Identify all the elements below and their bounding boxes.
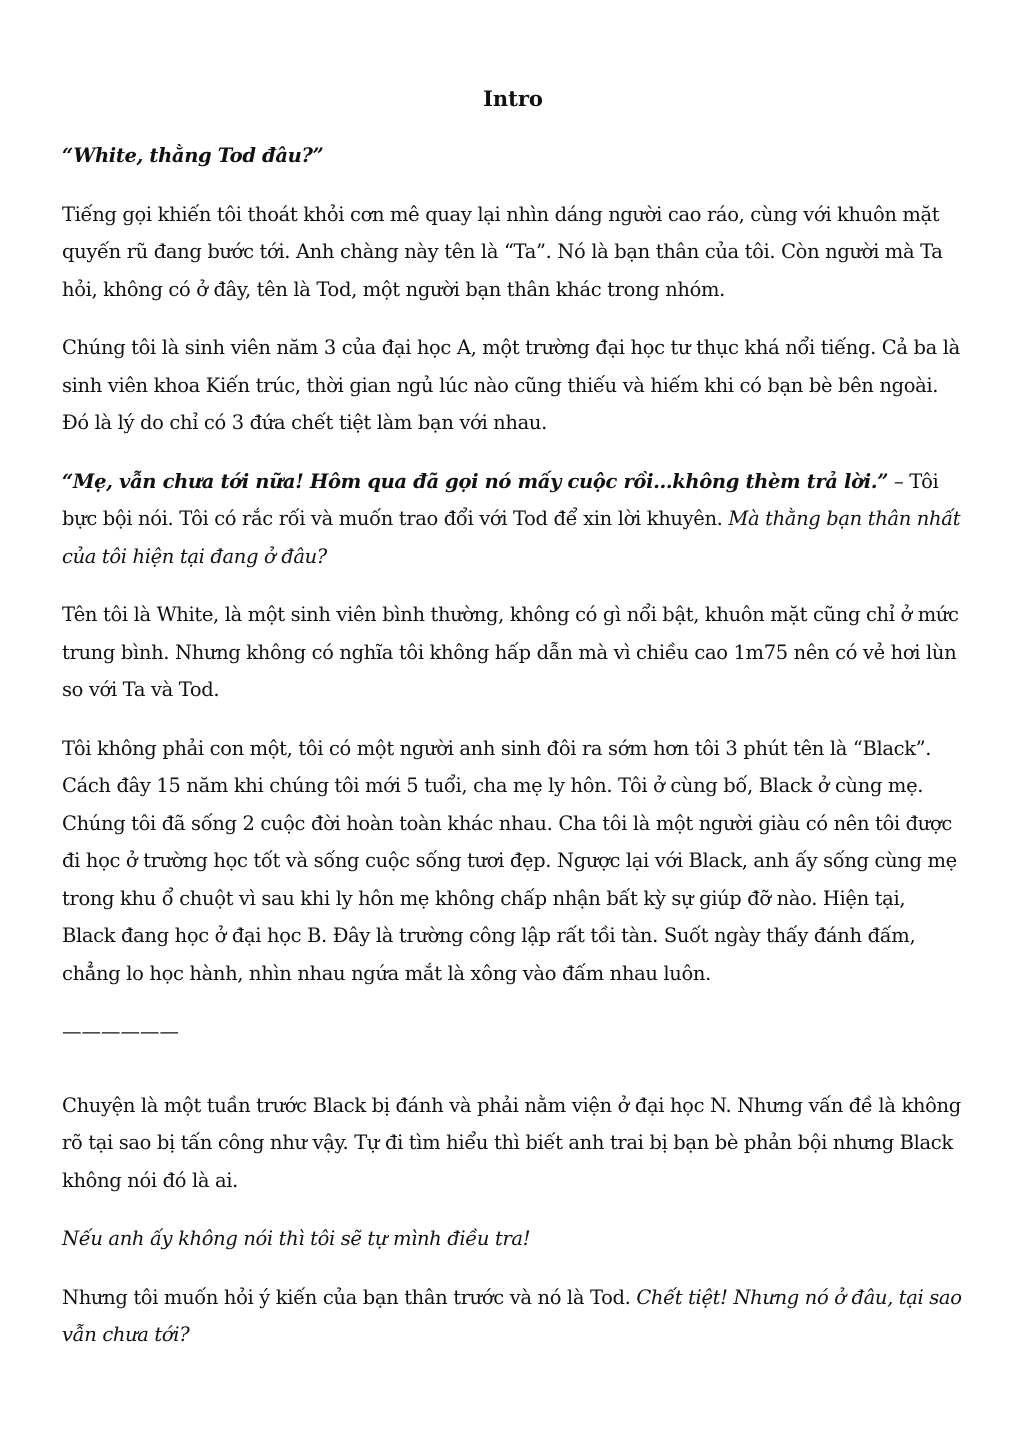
paragraph-2: Tiếng gọi khiến tôi thoát khỏi cơn mê quay lại nhìn dáng người cao ráo, cùng với khuôn mặt quyến rũ đang bước tới. Anh chàng này tên là “Ta”. Nó là bạn thân của tôi. Còn người mà Ta hỏi, không có ở đây, tên là Tod, một người bạn thân khác trong nhóm. bbox=[62, 202, 943, 301]
opening-quote-paragraph bbox=[62, 137, 964, 175]
paragraph-4 bbox=[62, 463, 964, 576]
document-page bbox=[62, 84, 964, 1375]
inner-thought-2: Nếu anh ấy không nói thì tôi sẽ tự mình điều tra! bbox=[62, 1227, 531, 1250]
paragraph-7: Chuyện là một tuần trước Black bị đánh và phải nằm viện ở đại học N. Nhưng vấn đề là không rõ tại sao bị tấn công như vậy. Tự đi tìm hiểu thì biết anh trai bị bạn bè phản bội nhưng Black không nói đó là ai. bbox=[62, 1093, 961, 1192]
paragraph-5: Tên tôi là White, là một sinh viên bình thường, không có gì nổi bật, khuôn mặt cũng chỉ ở mức trung bình. Nhưng không có nghĩa tôi không hấp dẫn mà vì chiều cao 1m75 nên có vẻ hơi lùn so với Ta và Tod. bbox=[62, 603, 959, 701]
inner-thought-3: Chết tiệt! Nhưng nó ở đâu, tại sao vẫn chưa tới? bbox=[62, 1285, 962, 1346]
paragraph-9 bbox=[62, 1279, 964, 1354]
paragraph-3: Chúng tôi là sinh viên năm 3 của đại học A, một trường đại học tư thục khá nổi tiếng. Cả ba là sinh viên khoa Kiến trúc, thời gian ngủ lúc nào cũng thiếu và hiếm khi có bạn bè bên ngoài. Đó là lý do chỉ có 3 đứa chết tiệt làm bạn với nhau. bbox=[62, 336, 960, 434]
dialogue-narration: – Tôi bực bội nói. Tôi có rắc rối và muốn trao đổi với Tod để xin lời khuyên. bbox=[62, 469, 939, 530]
dialogue-quote: “Mẹ, vẫn chưa tới nữa! Hôm qua đã gọi nó mấy cuộc rồi…không thèm trả lời.” bbox=[62, 469, 889, 493]
section-separator: —————— bbox=[62, 1020, 179, 1043]
paragraph-9-text: Nhưng tôi muốn hỏi ý kiến của bạn thân trước và nó là Tod. bbox=[62, 1285, 637, 1309]
paragraph-6: Tôi không phải con một, tôi có một người anh sinh đôi ra sớm hơn tôi 3 phút tên là “Black”. Cách đây 15 năm khi chúng tôi mới 5 tuổi, cha mẹ ly hôn. Tôi ở cùng bố, Black ở cùng mẹ. Chúng tôi đã sống 2 cuộc đời hoàn toàn khác nhau. Cha tôi là một người giàu có nên tôi được đi học ở trường học tốt và sống cuộc sống tươi đẹp. Ngược lại với Black, anh ấy sống cùng mẹ trong khu ổ chuột vì sau khi ly hôn mẹ không chấp nhận bất kỳ sự giúp đỡ nào. Hiện tại, Black đang học ở đại học B. Đây là trường công lập rất tồi tàn. Suốt ngày thấy đánh đấm, chẳng lo học hành, nhìn nhau ngứa mắt là xông vào đấm nhau luôn. bbox=[62, 736, 957, 985]
paragraph-8 bbox=[62, 1220, 964, 1258]
chapter-title: Intro bbox=[483, 86, 543, 111]
opening-quote: “White, thằng Tod đâu?” bbox=[62, 144, 324, 167]
inner-thought: Mà thằng bạn thân nhất của tôi hiện tại đang ở đâu? bbox=[62, 507, 961, 568]
